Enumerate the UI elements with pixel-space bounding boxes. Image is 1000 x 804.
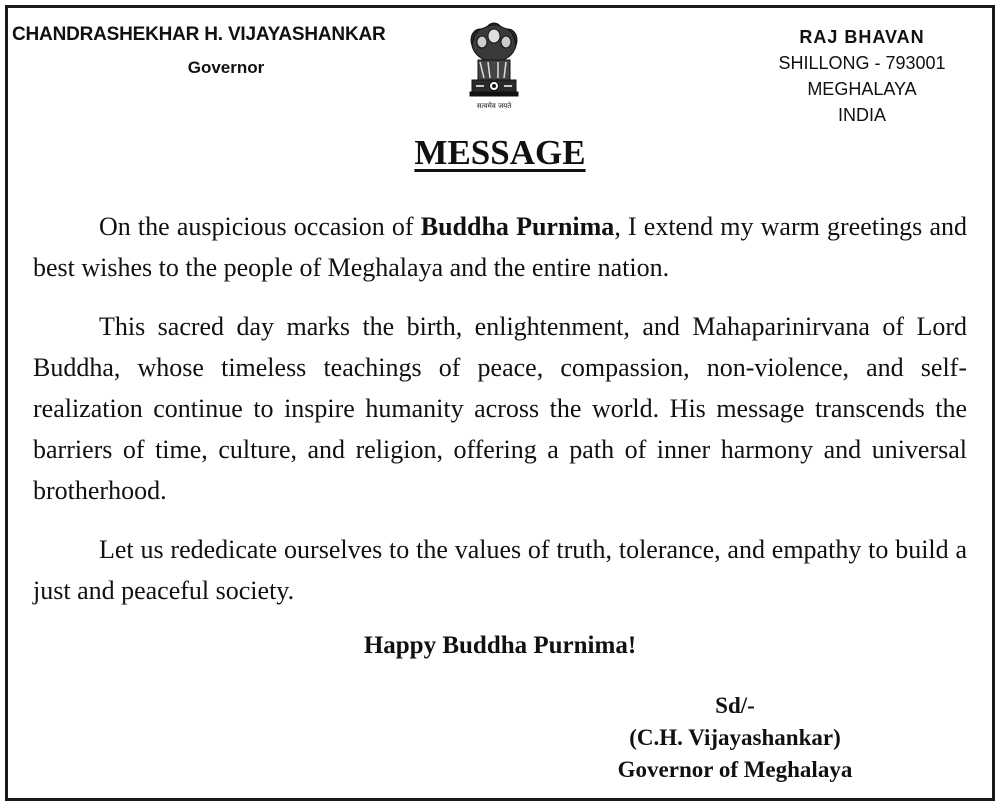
governor-name: CHANDRASHEKHAR H. VIJAYASHANKAR xyxy=(12,24,386,45)
page-title xyxy=(0,133,1000,173)
message-body xyxy=(33,206,967,611)
signatory-name: (C.H. Vijayashankar) xyxy=(629,725,841,750)
address-block xyxy=(752,24,972,128)
signatory-designation: Governor of Meghalaya xyxy=(617,757,853,782)
address-line: MEGHALAYA xyxy=(807,79,917,99)
address-line: RAJ BHAVAN xyxy=(799,27,925,47)
signature-block xyxy=(580,690,890,786)
paragraph: This sacred day marks the birth, enlightenment, and Mahaparinirvana of Lord Buddha, whose timeless teachings of peace, compassion, non-violence, and self-realization continue to inspire humanity across the world. His message transcends the barriers of time, culture, and religion, offering a path of inner harmony and universal brotherhood. xyxy=(33,312,967,505)
festival-name: Buddha Purnima xyxy=(420,212,615,241)
paragraph xyxy=(33,206,967,288)
signature-sd: Sd/- xyxy=(715,693,755,718)
address-line: SHILLONG - 793001 xyxy=(778,53,946,73)
governor-title: Governor xyxy=(187,58,265,77)
svg-text:सत्यमेव जयते: सत्यमेव जयते xyxy=(476,102,512,110)
national-emblem-icon xyxy=(462,16,526,112)
paragraph: Let us rededicate ourselves to the values of truth, tolerance, and empathy to build a just and peaceful society. xyxy=(33,535,967,605)
address-line: INDIA xyxy=(837,105,886,125)
paragraph-text: , I extend my warm greetings and best wishes to the people of Meghalaya and the entire nation. xyxy=(33,212,968,282)
message-heading: MESSAGE xyxy=(414,133,586,172)
paragraph-text: On the auspicious occasion of xyxy=(99,212,421,241)
closing-greeting: Happy Buddha Purnima! xyxy=(363,632,637,659)
